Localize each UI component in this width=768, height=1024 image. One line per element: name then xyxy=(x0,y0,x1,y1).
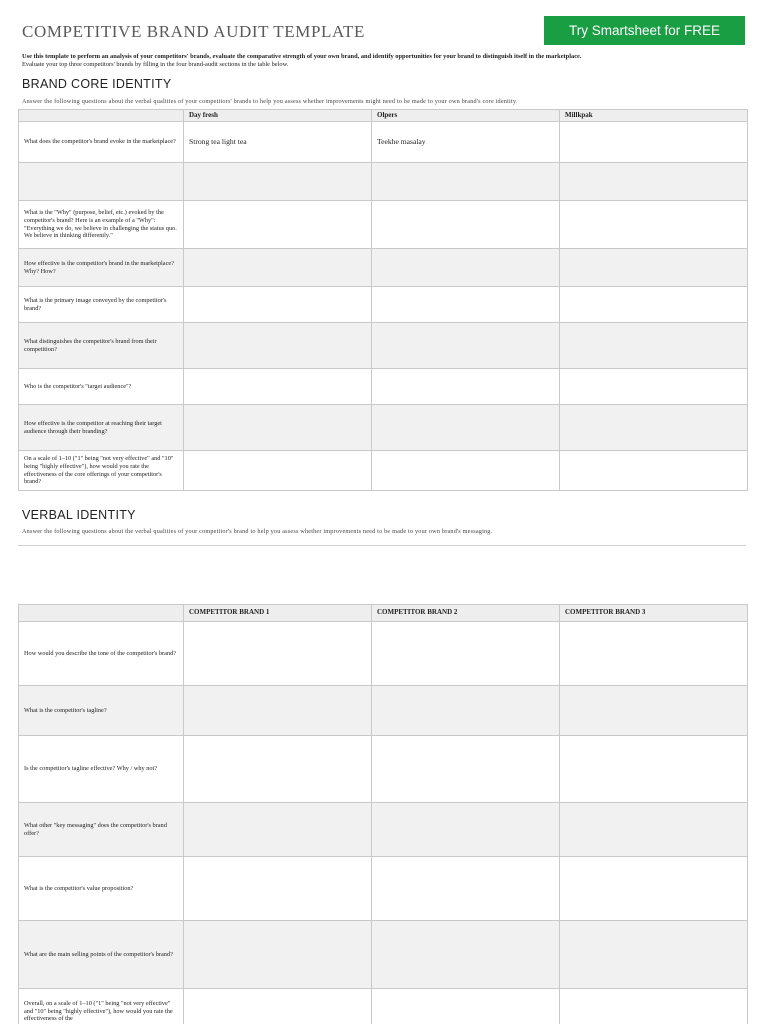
try-smartsheet-button[interactable]: Try Smartsheet for FREE xyxy=(544,16,745,45)
header-cell: COMPETITOR BRAND 1 xyxy=(184,605,372,622)
intro-bold-text: Use this template to perform an analysis of your competitors' brands, evaluate the comparative strength of your own brand, and identify opportunities for your brand to distinguish itself in the marketplace. xyxy=(22,53,582,60)
section-desc-verbal-identity: Answer the following questions about the verbal qualities of your competitor's brand to help you assess whether improvements need to be made to your own brand's messaging. xyxy=(22,528,493,535)
answer-cell[interactable] xyxy=(184,921,372,989)
answer-cell[interactable] xyxy=(560,989,748,1024)
question-cell: How would you describe the tone of the competitor's brand? xyxy=(19,622,184,686)
table-row xyxy=(19,803,748,857)
intro-text xyxy=(22,53,752,69)
answer-cell[interactable] xyxy=(372,921,560,989)
header-cell xyxy=(19,605,184,622)
answer-cell[interactable] xyxy=(560,451,748,491)
header-cell: COMPETITOR BRAND 3 xyxy=(560,605,748,622)
question-cell: What is the competitor's value proposition? xyxy=(19,857,184,921)
section-divider xyxy=(18,545,746,546)
answer-cell[interactable] xyxy=(372,249,560,287)
intro-plain-text: Evaluate your top three competitors' brands by filling in the four brand-audit sections in the table below. xyxy=(22,61,289,68)
brand-core-table xyxy=(18,109,748,491)
answer-cell[interactable] xyxy=(184,201,372,249)
table-row xyxy=(19,405,748,451)
answer-cell[interactable] xyxy=(184,989,372,1024)
question-cell: What are the main selling points of the competitor's brand? xyxy=(19,921,184,989)
answer-cell[interactable] xyxy=(184,323,372,369)
answer-cell[interactable] xyxy=(184,736,372,803)
table-row xyxy=(19,736,748,803)
answer-cell[interactable] xyxy=(184,803,372,857)
question-cell: Who is the competitor's "target audience"? xyxy=(19,369,184,405)
answer-cell[interactable] xyxy=(184,287,372,323)
answer-cell[interactable] xyxy=(560,921,748,989)
question-cell: How effective is the competitor at reaching their target audience through their branding? xyxy=(19,405,184,451)
answer-cell[interactable] xyxy=(372,287,560,323)
answer-cell[interactable] xyxy=(372,451,560,491)
question-cell: What is the competitor's tagline? xyxy=(19,686,184,736)
question-cell: Is the competitor's tagline effective? Why / why not? xyxy=(19,736,184,803)
table-row xyxy=(19,323,748,369)
table-row xyxy=(19,201,748,249)
table-row xyxy=(19,921,748,989)
answer-cell[interactable] xyxy=(372,622,560,686)
answer-cell[interactable] xyxy=(372,803,560,857)
answer-cell[interactable] xyxy=(560,287,748,323)
header-cell: Olpers xyxy=(372,110,560,122)
section-title-verbal-identity: VERBAL IDENTITY xyxy=(22,508,136,522)
answer-cell[interactable]: Teekhe masalay xyxy=(372,122,560,163)
table-row xyxy=(19,369,748,405)
answer-cell[interactable] xyxy=(372,369,560,405)
answer-cell[interactable] xyxy=(560,122,748,163)
answer-cell[interactable] xyxy=(560,201,748,249)
answer-cell[interactable]: Strong tea light tea xyxy=(184,122,372,163)
answer-cell[interactable] xyxy=(184,405,372,451)
verbal-identity-table xyxy=(18,604,748,1024)
table-header-row xyxy=(19,605,748,622)
table-row xyxy=(19,622,748,686)
question-cell: How effective is the competitor's brand in the marketplace? Why? How? xyxy=(19,249,184,287)
answer-cell[interactable] xyxy=(184,163,372,201)
page-title: COMPETITIVE BRAND AUDIT TEMPLATE xyxy=(22,22,365,41)
section-title-brand-core: BRAND CORE IDENTITY xyxy=(22,77,172,91)
answer-cell[interactable] xyxy=(372,989,560,1024)
answer-cell[interactable] xyxy=(184,622,372,686)
section-desc-brand-core: Answer the following questions about the verbal qualities of your competitors' brands to help you assess whether improvements might need to be made to your own brand's core identity. xyxy=(22,98,518,105)
table-row xyxy=(19,857,748,921)
answer-cell[interactable] xyxy=(184,857,372,921)
answer-cell[interactable] xyxy=(560,622,748,686)
answer-cell[interactable] xyxy=(372,857,560,921)
table-row xyxy=(19,163,748,201)
table-row xyxy=(19,989,748,1024)
answer-cell[interactable] xyxy=(560,249,748,287)
answer-cell[interactable] xyxy=(184,686,372,736)
table-row xyxy=(19,686,748,736)
answer-cell[interactable] xyxy=(372,736,560,803)
question-cell: What does the competitor's brand evoke in the marketplace? xyxy=(19,122,184,163)
answer-cell[interactable] xyxy=(560,686,748,736)
table-row xyxy=(19,287,748,323)
answer-cell[interactable] xyxy=(184,451,372,491)
answer-cell[interactable] xyxy=(372,686,560,736)
answer-cell[interactable] xyxy=(560,803,748,857)
answer-cell[interactable] xyxy=(560,857,748,921)
answer-cell[interactable] xyxy=(184,369,372,405)
table-row xyxy=(19,122,748,163)
answer-cell[interactable] xyxy=(560,369,748,405)
header-cell: Millkpak xyxy=(560,110,748,122)
answer-cell[interactable] xyxy=(560,736,748,803)
table-row xyxy=(19,249,748,287)
answer-cell[interactable] xyxy=(560,405,748,451)
table-row xyxy=(19,451,748,491)
question-cell: What is the primary image conveyed by the competitor's brand? xyxy=(19,287,184,323)
question-cell xyxy=(19,163,184,201)
answer-cell[interactable] xyxy=(184,249,372,287)
header-cell xyxy=(19,110,184,122)
answer-cell[interactable] xyxy=(372,163,560,201)
table-header-row xyxy=(19,110,748,122)
question-cell: What other "key messaging" does the competitor's brand offer? xyxy=(19,803,184,857)
header-cell: Day fresh xyxy=(184,110,372,122)
question-cell: What distinguishes the competitor's brand from their competition? xyxy=(19,323,184,369)
answer-cell[interactable] xyxy=(372,405,560,451)
answer-cell[interactable] xyxy=(372,323,560,369)
answer-cell[interactable] xyxy=(372,201,560,249)
answer-cell[interactable] xyxy=(560,323,748,369)
question-cell: What is the "Why" (purpose, belief, etc.) evoked by the competitor's brand? Here is an example of a "Why": "Everything we do, we believe in challenging the status quo. We believe in thinking differently." xyxy=(19,201,184,249)
question-cell: On a scale of 1–10 ("1" being "not very effective" and "10" being "highly effective"), how would you rate the effectiveness of the core offerings of your competitor's brand? xyxy=(19,451,184,491)
header-cell: COMPETITOR BRAND 2 xyxy=(372,605,560,622)
question-cell: Overall, on a scale of 1–10 ("1" being "not very effective" and "10" being "highly effective"), how would you rate the effectiveness of the xyxy=(19,989,184,1024)
answer-cell[interactable] xyxy=(560,163,748,201)
